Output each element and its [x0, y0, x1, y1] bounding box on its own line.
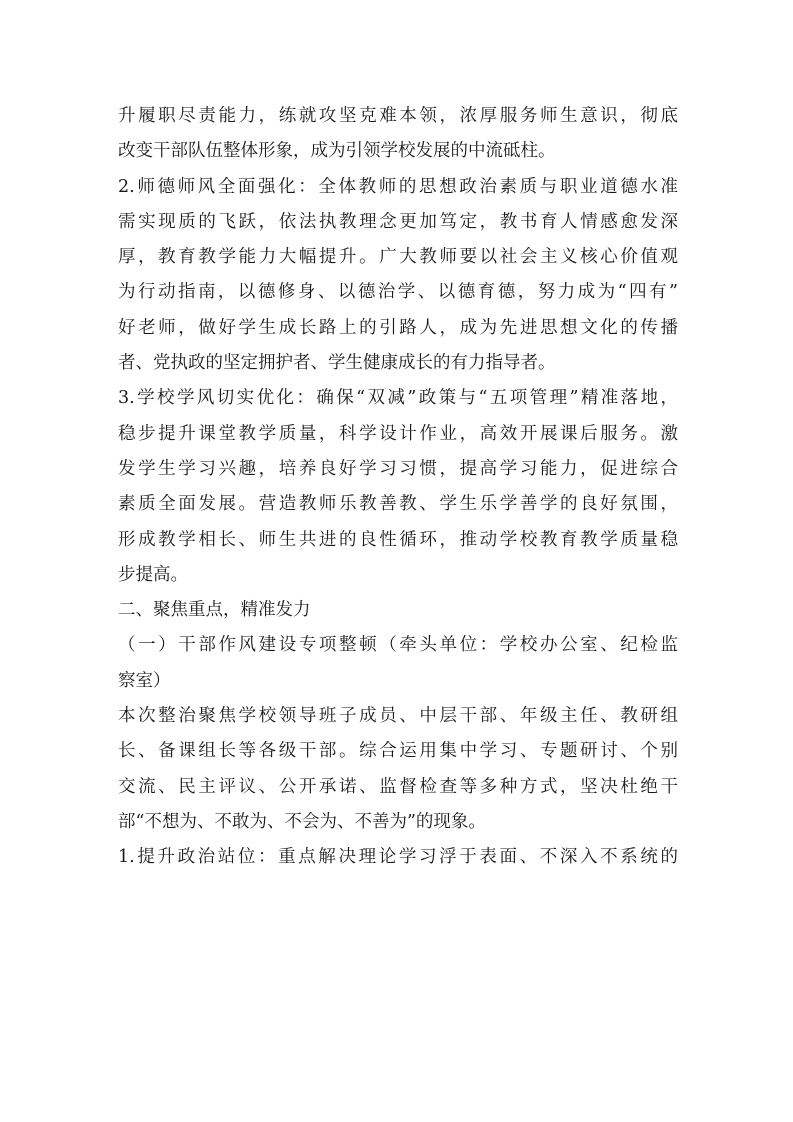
text-line: 好老师，做好学生成长路上的引路人，成为先进思想文化的传播	[118, 317, 678, 338]
text-line: 步提高。	[118, 564, 188, 585]
paragraph-study-style	[118, 381, 678, 593]
text-line: 稳步提升课堂教学质量，科学设计作业，高效开展课后服务。激	[118, 423, 678, 444]
subsection-heading-1	[118, 628, 678, 699]
text-line: 素质全面发展。营造教师乐教善教、学生乐学善学的良好氛围，	[118, 494, 678, 515]
paragraph-political-stance	[118, 840, 678, 875]
text-line: 1.提升政治站位：重点解决理论学习浮于表面、不深入不系统的	[118, 847, 678, 868]
text-line: 部“不想为、不敢为、不会为、不善为”的现象。	[118, 811, 486, 832]
text-line: 2.师德师风全面强化：全体教师的思想政治素质与职业道德水准	[118, 176, 678, 197]
paragraph-teacher-ethics	[118, 170, 678, 382]
text-line: 形成教学相长、师生共进的良性循环，推动学校教育教学质量稳	[118, 529, 678, 550]
paragraph-continuation	[118, 99, 678, 170]
text-line: 者、党执政的坚定拥护者、学生健康成长的有力指导者。	[118, 353, 556, 374]
document-page	[118, 99, 678, 876]
text-line: 厚，教育教学能力大幅提升。广大教师要以社会主义核心价值观	[118, 247, 678, 268]
text-line: 本次整治聚焦学校领导班子成员、中层干部、年级主任、教研组	[118, 706, 678, 727]
text-line: 交流、民主评议、公开承诺、监督检查等多种方式，坚决杜绝干	[118, 776, 678, 797]
text-line: 为行动指南，以德修身、以德治学、以德育德，努力成为“四有”	[118, 282, 678, 303]
text-line: 3.学校学风切实优化：确保“双减”政策与“五项管理”精准落地，	[118, 388, 678, 409]
text-line: 需实现质的飞跃，依法执教理念更加笃定，教书育人情感愈发深	[118, 211, 678, 232]
paragraph-rectification-scope	[118, 699, 678, 840]
text-line: 发学生学习兴趣，培养良好学习习惯，提高学习能力，促进综合	[118, 458, 678, 479]
heading-line: 二、聚焦重点，精准发力	[118, 600, 311, 621]
section-heading-2	[118, 593, 678, 628]
heading-line: 察室）	[118, 670, 171, 691]
text-line: 升履职尽责能力，练就攻坚克难本领，浓厚服务师生意识，彻底	[118, 106, 678, 126]
heading-line: （一）干部作风建设专项整顿（牵头单位：学校办公室、纪检监	[118, 635, 678, 656]
text-line: 长、备课组长等各级干部。综合运用集中学习、专题研讨、个别	[118, 741, 678, 762]
text-line: 改变干部队伍整体形象，成为引领学校发展的中流砥柱。	[118, 141, 556, 162]
